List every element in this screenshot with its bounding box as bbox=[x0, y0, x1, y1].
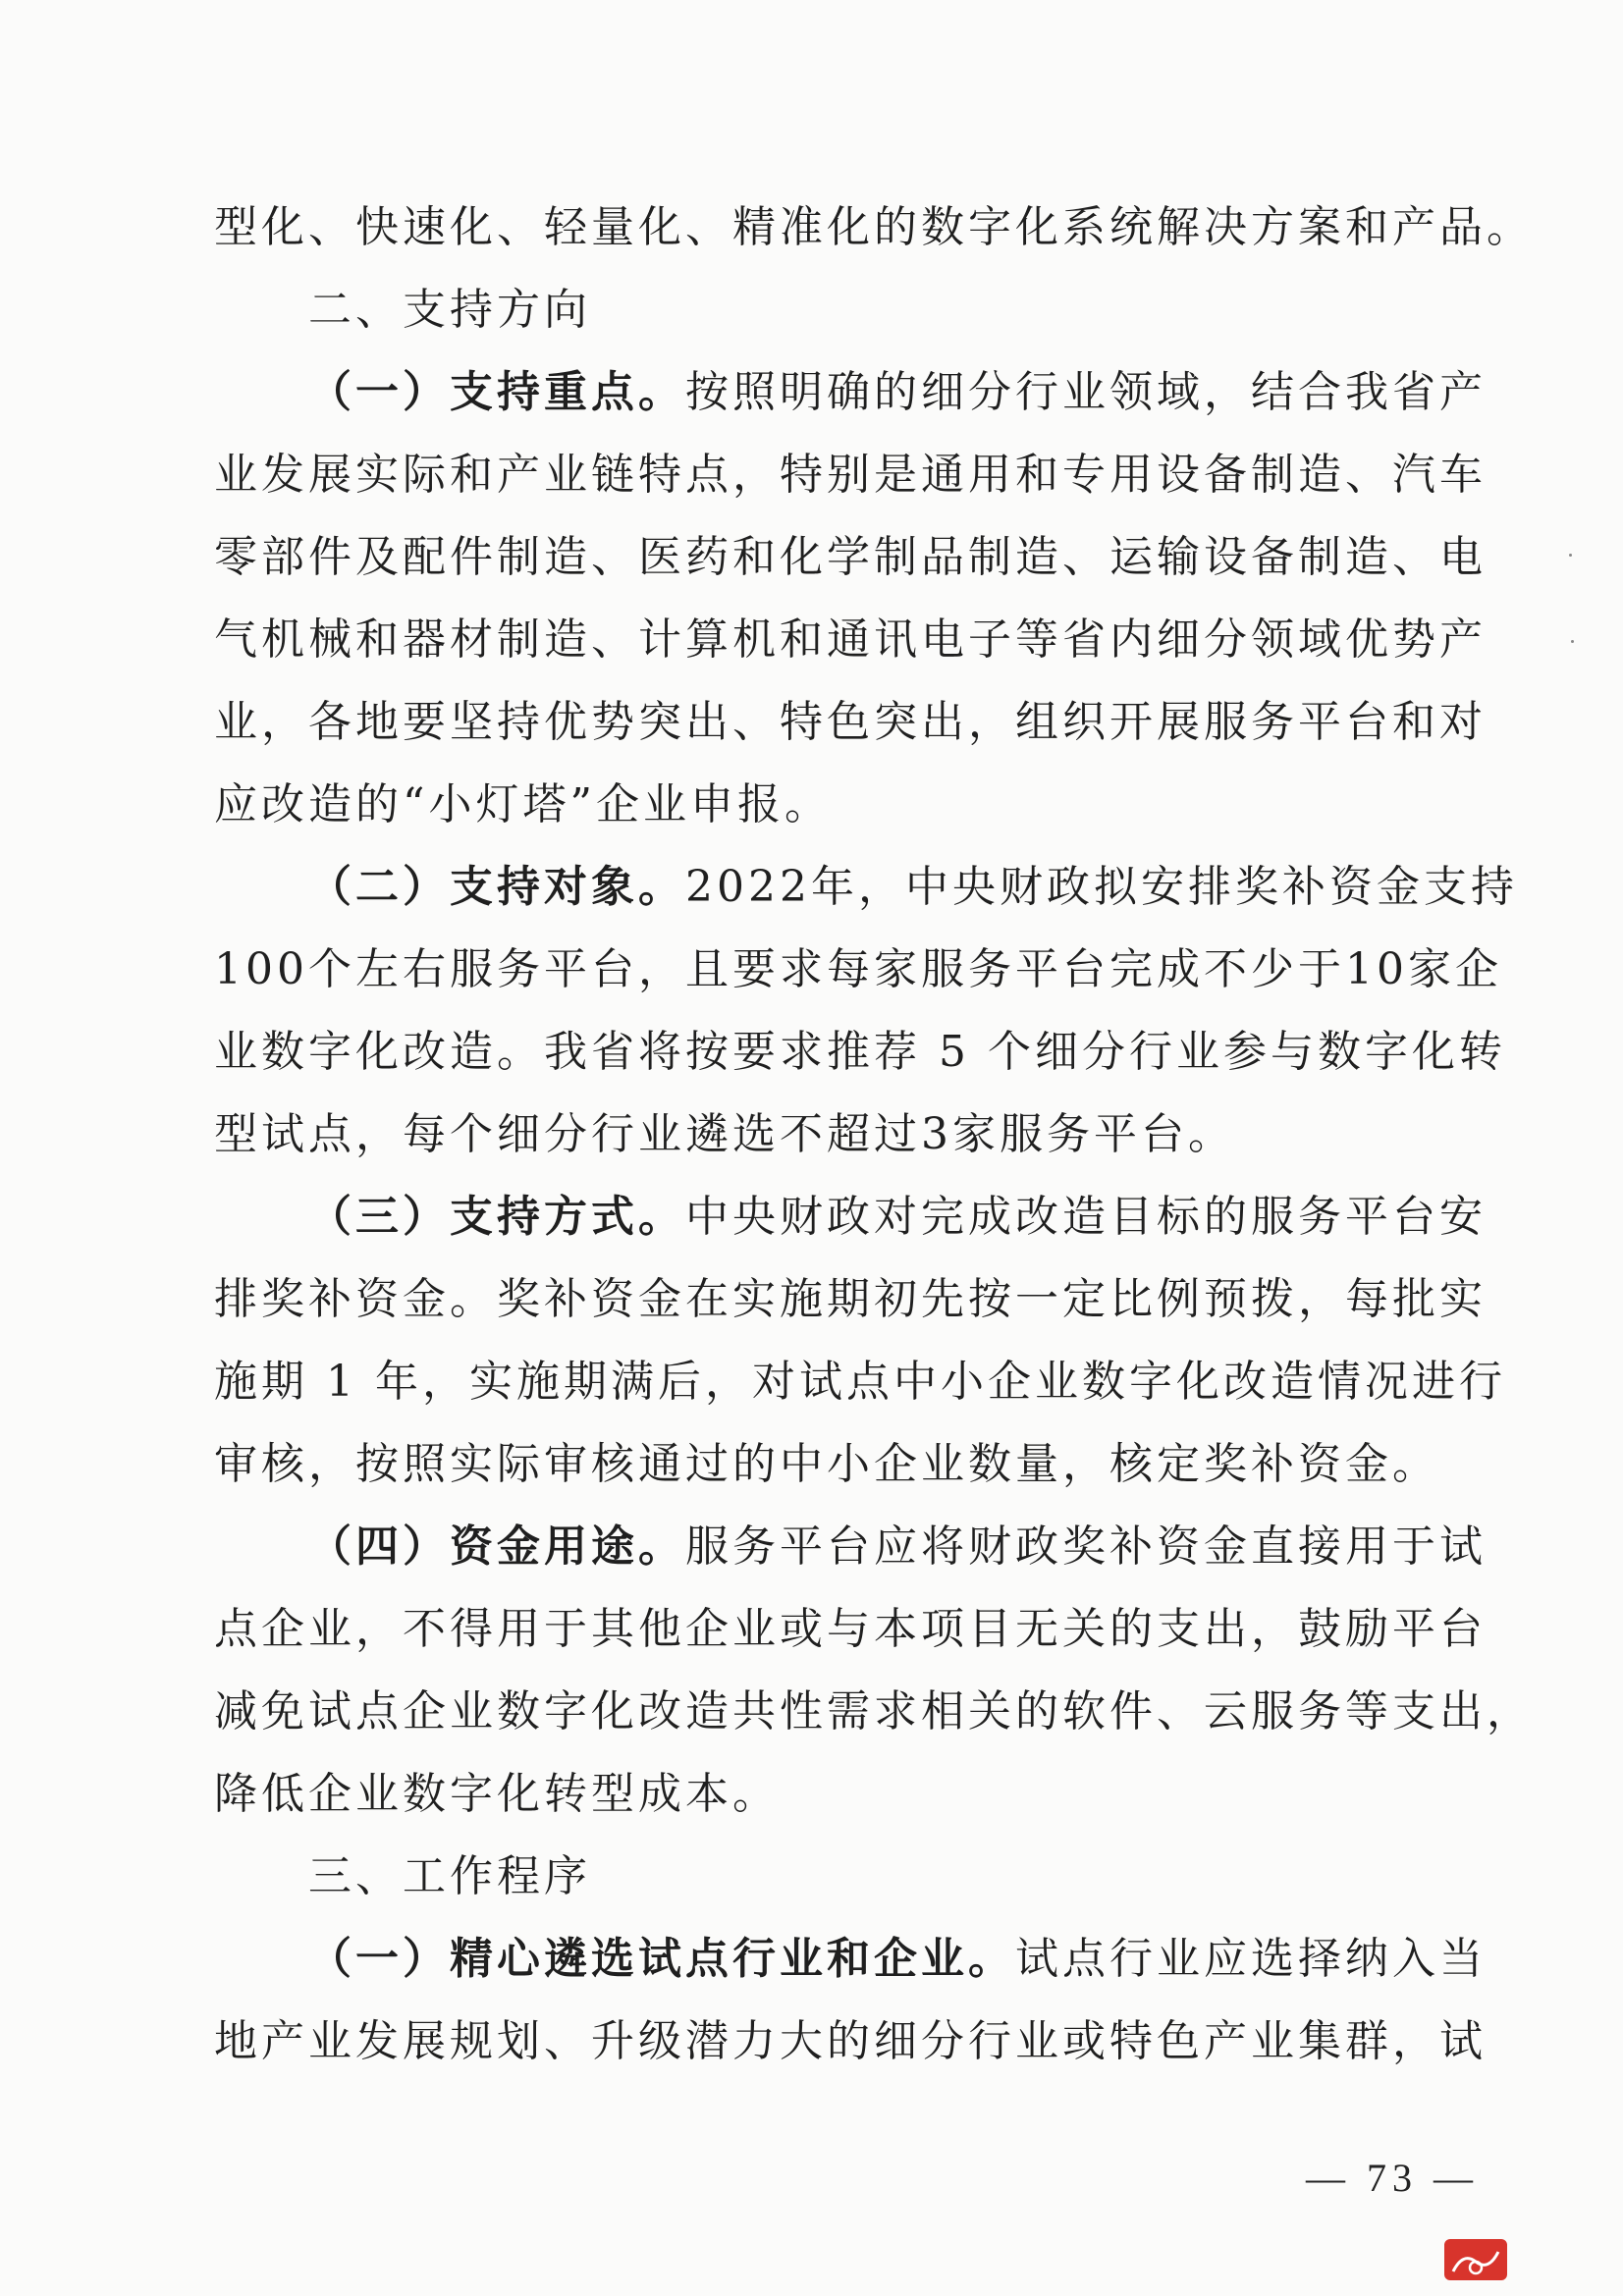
document-body bbox=[214, 187, 1534, 2083]
paragraph-line: 业，各地要坚持优势突出、特色突出，组织开展服务平台和对 bbox=[214, 697, 1487, 747]
paragraph-line: 零部件及配件制造、医药和化学制品制造、运输设备制造、电 bbox=[214, 532, 1487, 582]
subsection-heading: （一）支持重点。 bbox=[308, 367, 685, 417]
paragraph-line: （一）支持重点。按照明确的细分行业领域，结合我省产 bbox=[308, 367, 1487, 417]
paragraph-line: （一）精心遴选试点行业和企业。试点行业应选择纳入当 bbox=[308, 1934, 1487, 1984]
paragraph-line: （四）资金用途。服务平台应将财政奖补资金直接用于试 bbox=[308, 1522, 1487, 1572]
paragraph-line: 应改造的“小灯塔”企业申报。 bbox=[214, 779, 832, 829]
subsection-heading: （三）支持方式。 bbox=[308, 1192, 685, 1242]
watermark-seal-icon bbox=[1443, 2238, 1508, 2281]
paragraph-line: （二）支持对象。2022年，中央财政拟安排奖补资金支持 bbox=[308, 862, 1518, 912]
paragraph-line: 型化、快速化、轻量化、精准化的数字化系统解决方案和产品。 bbox=[214, 202, 1534, 252]
paragraph-line: 点企业，不得用于其他企业或与本项目无关的支出，鼓励平台 bbox=[214, 1604, 1487, 1654]
subsection-heading: （一）精心遴选试点行业和企业。 bbox=[308, 1934, 1015, 1984]
paragraph-line: 减免试点企业数字化改造共性需求相关的软件、云服务等支出， bbox=[214, 1686, 1534, 1736]
subsection-heading: （四）资金用途。 bbox=[308, 1522, 685, 1572]
paragraph-line: 地产业发展规划、升级潜力大的细分行业或特色产业集群，试 bbox=[214, 2016, 1487, 2066]
paragraph-line: 业数字化改造。我省将按要求推荐 5 个细分行业参与数字化转 bbox=[214, 1027, 1506, 1077]
paragraph-line: 型试点，每个细分行业遴选不超过3家服务平台。 bbox=[214, 1109, 1235, 1159]
paragraph-line: 业发展实际和产业链特点，特别是通用和专用设备制造、汽车 bbox=[214, 450, 1487, 500]
paragraph-line: 降低企业数字化转型成本。 bbox=[214, 1769, 780, 1819]
scan-speck bbox=[1571, 640, 1574, 643]
paragraph-line: 100个左右服务平台，且要求每家服务平台完成不少于10家企 bbox=[214, 944, 1502, 994]
scan-speck bbox=[1569, 554, 1572, 557]
paragraph-line: 审核，按照实际审核通过的中小企业数量，核定奖补资金。 bbox=[214, 1439, 1439, 1489]
page-number: — 73 — bbox=[1306, 2156, 1479, 2200]
section-heading: 三、工作程序 bbox=[308, 1851, 591, 1901]
paragraph-line: 施期 1 年，实施期满后，对试点中小企业数字化改造情况进行 bbox=[214, 1357, 1506, 1407]
section-heading: 二、支持方向 bbox=[308, 285, 591, 335]
paragraph-line: （三）支持方式。中央财政对完成改造目标的服务平台安 bbox=[308, 1192, 1487, 1242]
subsection-heading: （二）支持对象。 bbox=[308, 862, 685, 912]
paragraph-line: 气机械和器材制造、计算机和通讯电子等省内细分领域优势产 bbox=[214, 614, 1487, 665]
paragraph-line: 排奖补资金。奖补资金在实施期初先按一定比例预拨，每批实 bbox=[214, 1274, 1487, 1324]
